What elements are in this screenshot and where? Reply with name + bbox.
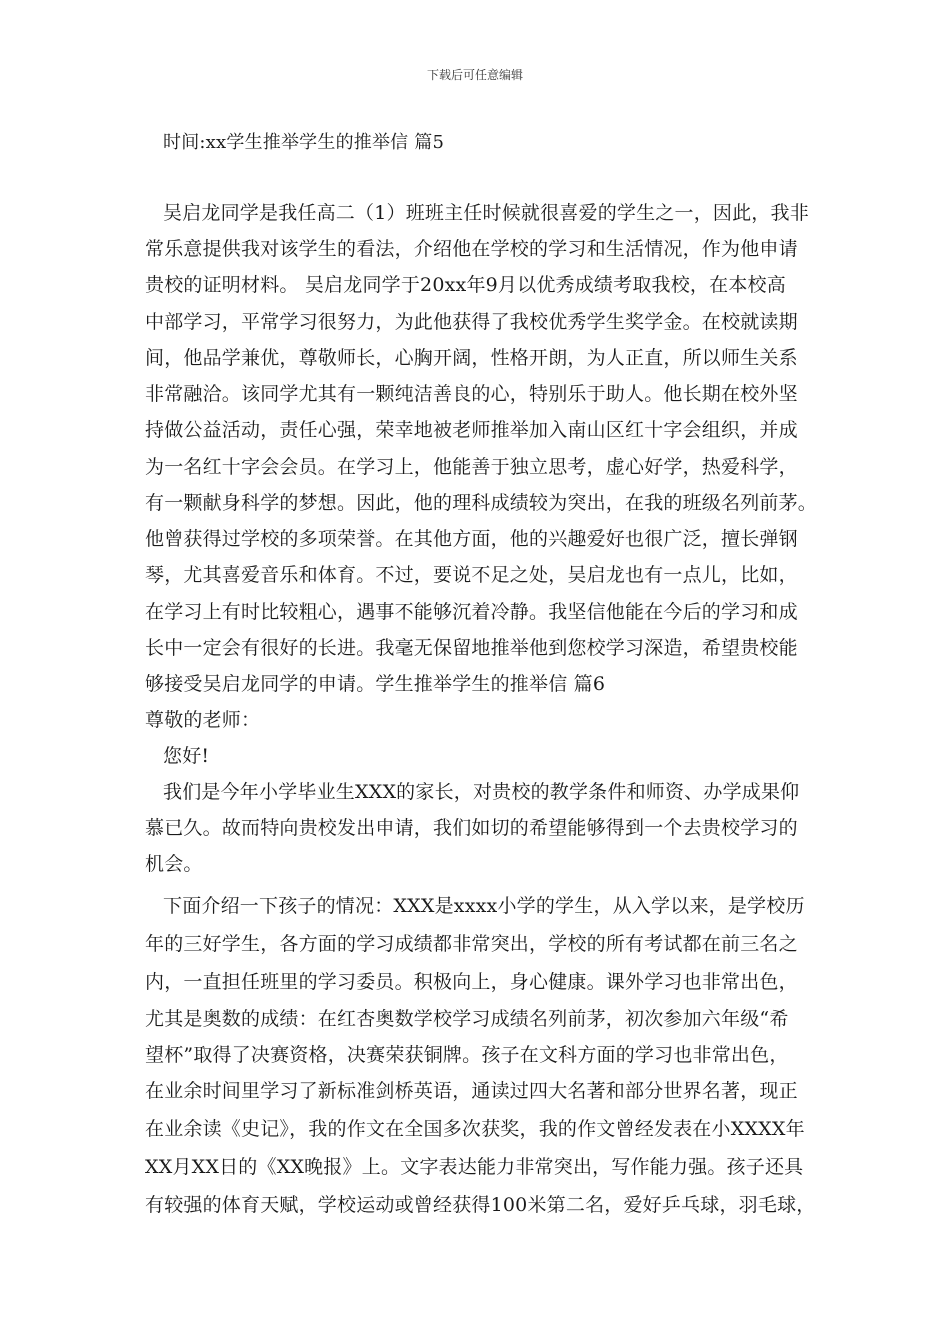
paragraph-line: 望杯”取得了决赛资格，决赛荣获铜牌。孩子在文科方面的学习也非常出色， xyxy=(145,1044,789,1066)
salutation: 尊敬的老师： xyxy=(145,709,261,731)
paragraph-line: 够接受吴启龙同学的申请。学生推举学生的推举信 篇6 xyxy=(145,673,606,695)
paragraph-line: 在业余时间里学习了新标准剑桥英语，通读过四大名著和部分世界名著，现正 xyxy=(145,1080,798,1102)
paragraph-line: 有较强的体育天赋，学校运动或曾经获得100米第二名，爱好乒乓球，羽毛球， xyxy=(145,1194,816,1216)
header-note: 下载后可任意编辑 xyxy=(426,68,523,82)
paragraph-line: 琴，尤其喜爱音乐和体育。不过，要说不足之处，吴启龙也有一点儿，比如， xyxy=(145,564,798,586)
paragraph-line: 吴启龙同学是我任高二（1）班班主任时候就很喜爱的学生之一，因此，我非 xyxy=(163,202,809,224)
paragraph-line: 贵校的证明材料。 吴启龙同学于20xx年9月以优秀成绩考取我校，在本校高 xyxy=(145,274,786,296)
paragraph-line: 持做公益活动，责任心强，荣幸地被老师推举加入南山区红十字会组织，并成 xyxy=(145,419,798,441)
paragraph-line: 为一名红十字会会员。在学习上，他能善于独立思考，虚心好学，热爱科学， xyxy=(145,456,798,478)
paragraph-line: XX月XX日的《XX晚报》上。文字表达能力非常突出，写作能力强。孩子还具 xyxy=(145,1156,804,1178)
greeting: 您好! xyxy=(163,745,210,767)
paragraph-line: 非常融洽。该同学尤其有一颗纯洁善良的心，特别乐于助人。他长期在校外坚 xyxy=(145,383,798,405)
paragraph-line: 尤其是奥数的成绩：在红杏奥数学校学习成绩名列前茅，初次参加六年级“希 xyxy=(145,1008,789,1030)
paragraph-line: 他曾获得过学校的多项荣誉。在其他方面，他的兴趣爱好也很广泛，擅长弹钢 xyxy=(145,528,798,550)
paragraph-line: 内，一直担任班里的学习委员。积极向上，身心健康。课外学习也非常出色， xyxy=(145,971,798,993)
paragraph-line: 在学习上有时比较粗心，遇事不能够沉着冷静。我坚信他能在今后的学习和成 xyxy=(145,601,798,623)
paragraph-line: 我们是今年小学毕业生XXX的家长，对贵校的教学条件和师资、办学成果仰 xyxy=(163,781,800,803)
paragraph-line: 在业余读《史记》，我的作文在全国多次获奖，我的作文曾经发表在小XXXX年 xyxy=(145,1118,805,1140)
paragraph-line: 长中一定会有很好的长进。我毫无保留地推举他到您校学习深造，希望贵校能 xyxy=(145,637,798,659)
paragraph-line: 慕已久。故而特向贵校发出申请，我们如切的希望能够得到一个去贵校学习的 xyxy=(145,817,798,839)
paragraph-line: 下面介绍一下孩子的情况：XXX是xxxx小学的学生，从入学以来，是学校历 xyxy=(163,895,805,917)
paragraph-line: 有一颗献身科学的梦想。因此，他的理科成绩较为突出，在我的班级名列前茅。 xyxy=(145,492,818,514)
paragraph-line: 中部学习，平常学习很努力，为此他获得了我校优秀学生奖学金。在校就读期 xyxy=(145,311,798,333)
paragraph-line: 年的三好学生，各方面的学习成绩都非常突出，学校的所有考试都在前三名之 xyxy=(145,933,798,955)
document-title: 时间:xx学生推举学生的推举信 篇5 xyxy=(163,132,445,153)
paragraph-line: 常乐意提供我对该学生的看法，介绍他在学校的学习和生活情况，作为他申请 xyxy=(145,238,798,260)
paragraph-line: 间，他品学兼优，尊敬师长，心胸开阔，性格开朗，为人正直，所以师生关系 xyxy=(145,347,798,369)
paragraph-line: 机会。 xyxy=(145,853,203,875)
